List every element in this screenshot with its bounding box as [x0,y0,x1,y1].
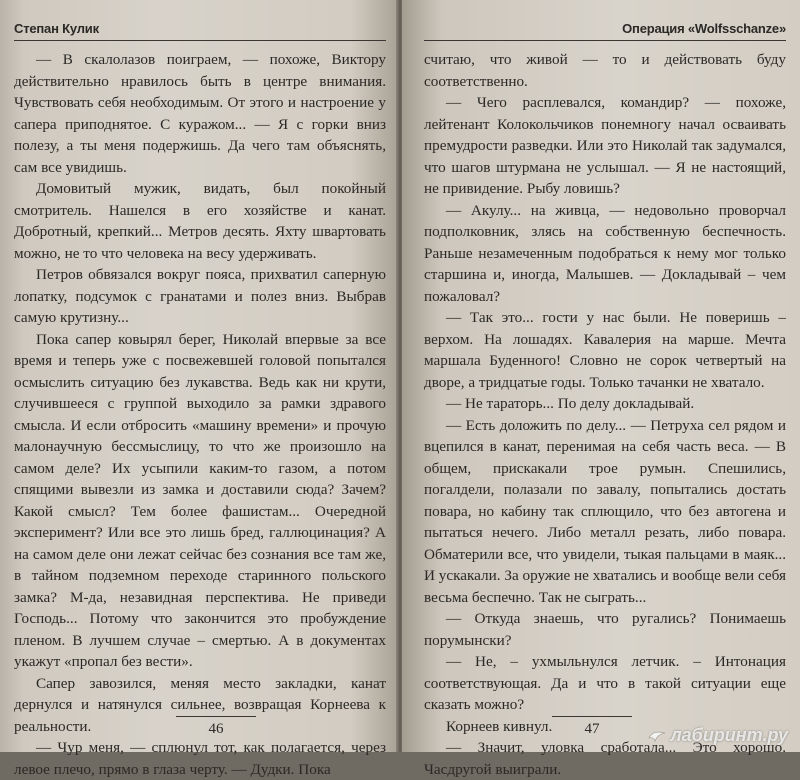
paragraph: — В скалолазов поиграем, — похоже, Виктору действительно нравилось быть в центре внимания. Чувствовать себя необходимым. От этого и настроение у сапера приподнятое. С куражом... — Я с горки вниз полезу, а ты меня подержишь. Да чего там объяснять, сам все увидишь. [14,51,386,176]
labirint-bird-logo-icon [648,729,666,743]
paragraph: Пока сапер ковырял берег, Николай впервые за все время и теперь уже с посвежевшей головой попытался осмыслить ситуацию без лукавства. Ведь как ни крути, случившееся с группой выходило за рамки здравого смысла. И если отбросить «машину времени» и прочую малонаучную бессмыслицу, то что же произошло на самом деле? Их усыпили каким-то газом, а потом спящими вывезли из замка и доставили сюда? Зачем? Какой смысл? Тем более фашистам... Очередной эксперимент? Или все это лишь бред, галлюцинация? А на самом деле они лежат сейчас без сознания все там же, в тайном подземном переходе старинного польского замка? М-да, незавидная перспектива. Не приведи Господь... Потому что закончится это пробуждение пленом. В лучшем случае – смертью. А в документах укажут «пропал без вести». [14,330,386,670]
paragraph: — Откуда знаешь, что ругались? Понимаешь порумынски? [424,610,786,649]
paragraph: — Так это... гости у нас были. Не поверишь – верхом. На лошадях. Кавалерия на марше. Мечта маршала Буденного! Словно не сорок четвертый на дворе, а тридцатые годы. Только тачанки не хватало. [424,309,786,391]
paragraph: считаю, что живой — то и действовать буду соответственно. [424,51,786,90]
watermark-text: лабиринт.ру [670,725,788,745]
left-page-number [176,716,256,738]
paragraph: — Есть доложить по делу... — Петруха сел рядом и вцепился в канат, перенимая на себя часть веса. — В общем, прискакали трое румын. Спешились, погалдели, полазали по завалу, попытались достать повара, но кабину так сплющило, что без автогена и пытаться нечего. Либо металл резать, либо повара. Обматерили все, что увидели, тыкая пальцами в маяк... И ускакали. За оружие не хватались и вообще вели себя весьма беспечно. Так не сыграть... [424,416,786,606]
right-page-number [552,716,632,738]
paragraph: — Значит, уловка сработала... Это хорошо. Часдругой выиграли. [424,739,786,778]
right-page-text [424,49,786,780]
right-running-head: Операция «Wolfsschanze» [424,18,786,41]
left-page [0,0,398,778]
paragraph: Корнеев кивнул. [446,717,553,735]
paragraph: — Не тараторь... По делу докладывай. [446,395,695,412]
watermark [648,725,788,746]
paragraph: Петров обвязался вокруг пояса, прихватил саперную лопатку, подсумок с гранатами и полез вниз. Выбрав самую крутизну... [14,266,386,326]
paragraph: Сапер завозился, меняя место закладки, канат дернулся и натянулся сильнее, возвращая Корнеева к реальности. [14,674,386,735]
left-running-head: Степан Кулик [14,18,386,41]
page-number-rule [552,716,632,717]
paragraph: Домовитый мужик, видать, был покойный смотритель. Нашелся в его хозяйстве и канат. Добротный, крепкий... Метров десять. Яхту швартовать можно, не то что человека на весу удерживать. [14,180,386,262]
paragraph: — Чего расплевался, командир? — похоже, лейтенант Колокольчиков понемногу начал осваивать премудрости разведки. Или это Николай так задумался, что шагов штурмана не услышал. — Я не настоящий, не привидение. Рыбу ловишь? [424,94,786,197]
page-number-rule [176,716,256,717]
paragraph: — Акулу... на живца, — недовольно проворчал подполковник, злясь на собственную беспечность. Раньше незамеченным подобраться к нему мог только старшина и, иногда, Малышев. — Докладывай – чем пожаловал? [424,201,786,305]
left-page-text [14,49,386,780]
paragraph: — Не, – ухмыльнулся летчик. – Интонация соответствующая. Да и что в такой ситуации еще сказать можно? [424,653,786,713]
right-page [402,0,800,778]
page-number-text: 47 [584,721,600,737]
page-number-text: 46 [208,721,224,737]
paragraph: — Чур меня, — сплюнул тот, как полагается, через левое плечо, прямо в глаза черту. — Дудки. Пока [14,739,386,778]
